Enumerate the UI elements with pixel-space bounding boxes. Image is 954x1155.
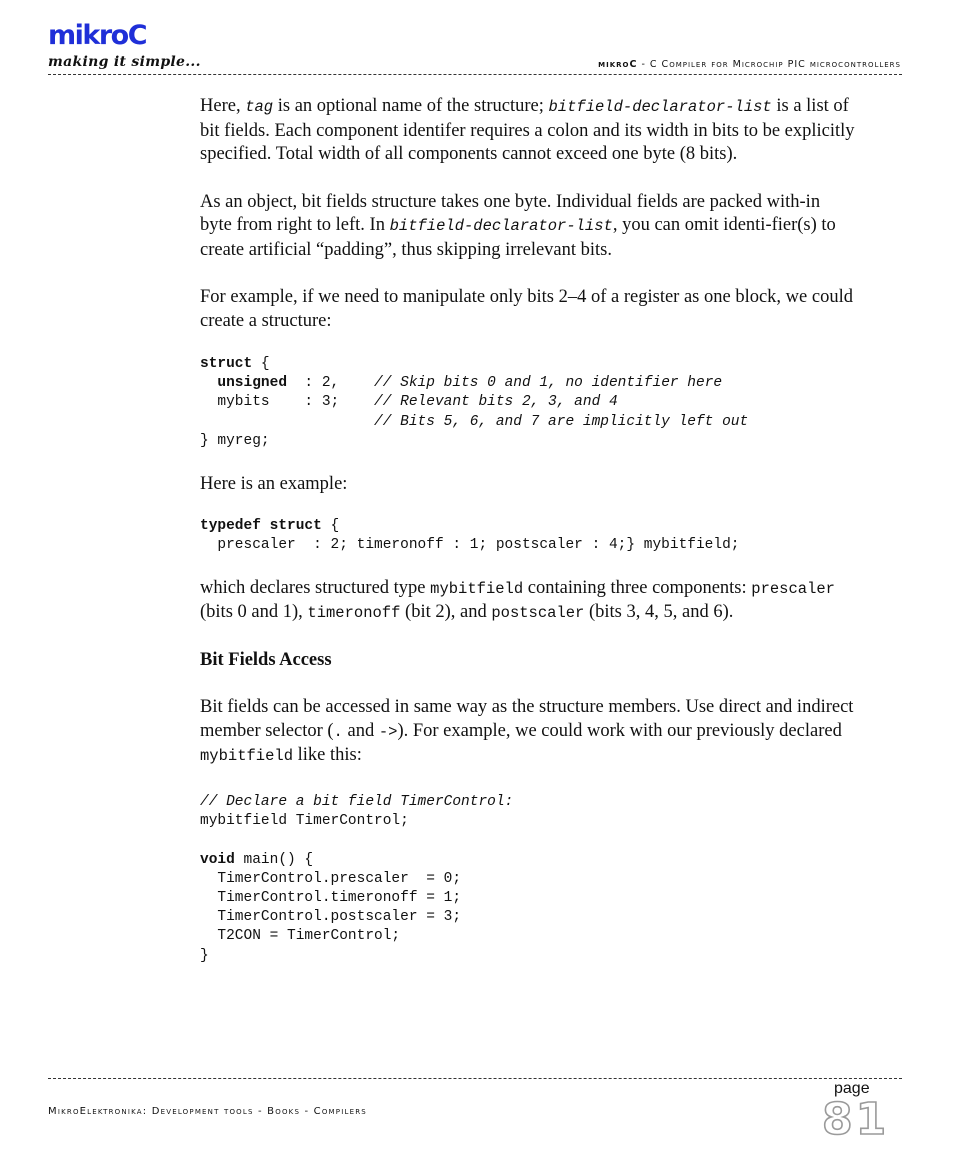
code-text: TimerControl.prescaler = 0; (200, 870, 462, 887)
inline-code: mybitfield (430, 579, 524, 598)
inline-code: postscaler (491, 604, 585, 623)
inline-code: . (333, 722, 343, 741)
code-block-main (200, 793, 855, 966)
code-comment: // Relevant bits 2, 3, and 4 (374, 394, 618, 411)
code-text: mybits : 3; (200, 394, 375, 411)
inline-code: timeronoff (307, 604, 401, 623)
text: which declares structured type (200, 577, 431, 598)
text: , you can omit identi-fier(s) to create artificial “padding”, thus skipping irrelevant bits. (200, 215, 836, 260)
header-divider (48, 74, 902, 75)
code-keyword: unsigned (217, 375, 288, 392)
code-text: } myreg; (200, 432, 270, 449)
inline-code: prescaler (751, 579, 835, 598)
code-text (200, 375, 217, 391)
code-text: { (252, 356, 270, 372)
code-text: : 2, (287, 375, 375, 392)
inline-code: bitfield-declarator-list (548, 98, 772, 116)
code-comment: // Declare a bit field TimerControl: (200, 793, 514, 810)
code-text (200, 414, 374, 430)
text: ). For example, we could work with our previously declared (397, 720, 842, 741)
code-text: mybitfield TimerControl; (200, 813, 409, 830)
text: like this: (293, 745, 362, 766)
code-text: { (321, 517, 340, 534)
text: and (342, 720, 379, 741)
text: containing three components: (523, 577, 752, 598)
code-block-struct (200, 355, 855, 451)
code-text: main() { (234, 851, 314, 868)
paragraph-example-intro: For example, if we need to manipulate only bits 2–4 of a register as one block, we could create a structure: (200, 287, 853, 331)
paragraph-here-example: Here is an example: (200, 474, 348, 495)
page-number: 81 (822, 1094, 890, 1145)
inline-code: tag (245, 98, 274, 116)
text: (bits 0 and 1), (200, 602, 308, 623)
code-keyword: typedef struct (200, 517, 322, 534)
paragraph-structured-type (200, 577, 855, 626)
footer-text: MikroElektronika: Development tools - Books - Compilers (48, 1106, 367, 1117)
main-content (200, 95, 855, 966)
code-keyword: void (200, 851, 235, 868)
inline-code: -> (378, 722, 398, 741)
header-title-rest: - C Compiler for Microchip PIC microcontrollers (637, 59, 901, 70)
text: is an optional name of the structure; (273, 96, 549, 116)
code-text: prescaler : 2; timeronoff : 1; postscaler : 4;} mybitfield; (200, 536, 740, 553)
page-label: page (834, 1080, 870, 1097)
footer-divider (48, 1078, 902, 1079)
header-title-brand: mikroC (598, 59, 638, 70)
code-block-typedef (200, 517, 855, 555)
header-title (598, 60, 901, 70)
code-text: TimerControl.timeronoff = 1; (200, 889, 462, 906)
text: Bit fields can be accessed in same way as the structure members. Use direct and indirect member selector ( (200, 697, 854, 741)
mikroc-logo: mikroC (48, 20, 147, 51)
code-comment: // Bits 5, 6, and 7 are implicitly left out (374, 413, 749, 430)
inline-code: mybitfield (200, 747, 294, 766)
code-comment: // Skip bits 0 and 1, no identifier here (374, 375, 723, 392)
text: Here, (200, 96, 246, 116)
paragraph-access-description (200, 696, 855, 769)
paragraph-tag-description (200, 95, 855, 167)
tagline: making it simple... (48, 54, 201, 70)
code-keyword: struct (200, 356, 253, 372)
text: is a list of bit fields. Each component identifer requires a colon and its width in bits to be explicitly specified. Total width of all components cannot exceed one byte (8 bits). (200, 96, 855, 164)
text: (bit 2), and (400, 602, 492, 623)
text: As an object, bit fields structure takes one byte. Individual fields are packed with-in byte from right to left. In (200, 191, 821, 235)
section-heading-bit-fields-access: Bit Fields Access (200, 649, 332, 670)
inline-code: bitfield-declarator-list (389, 217, 613, 235)
text: (bits 3, 4, 5, and 6). (584, 602, 734, 623)
paragraph-bitfield-object (200, 191, 855, 263)
code-text: TimerControl.postscaler = 3; (200, 909, 462, 926)
code-text: T2CON = TimerControl; (200, 928, 401, 945)
code-text: } (200, 947, 209, 964)
